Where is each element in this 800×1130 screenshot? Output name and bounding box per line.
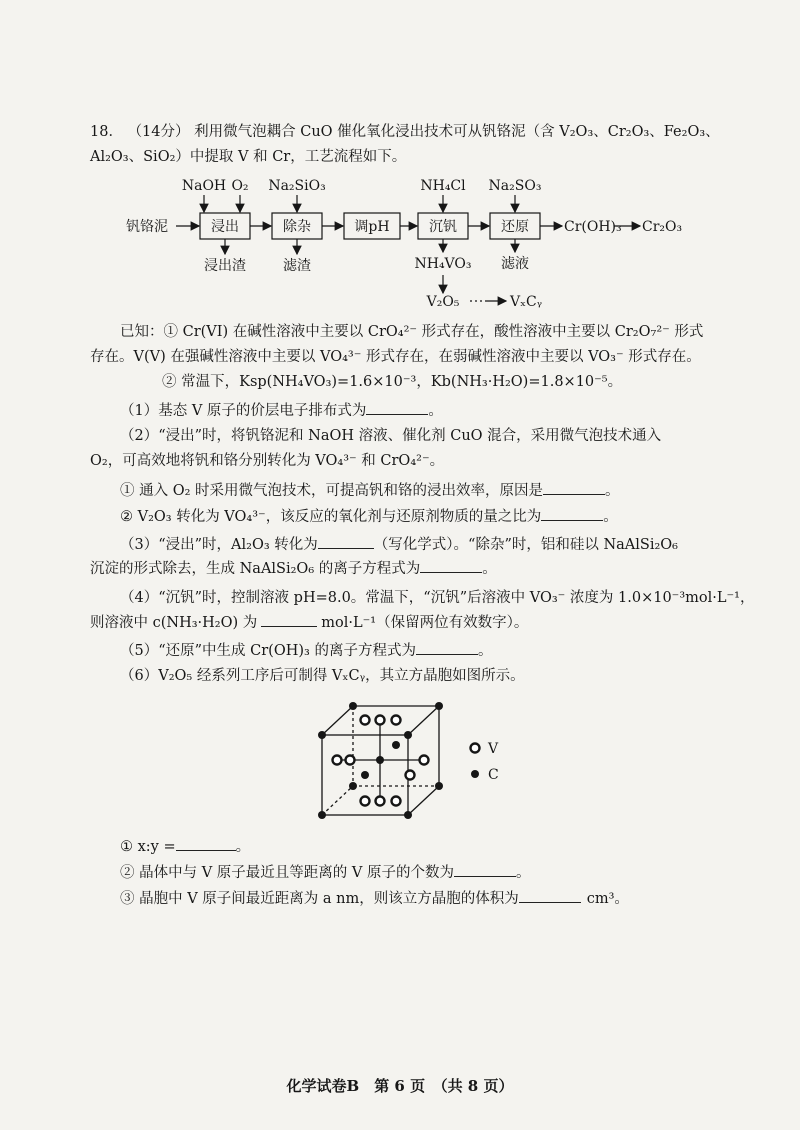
legend-v-symbol (471, 744, 480, 753)
input-nh4cl: NH₄Cl (420, 178, 466, 194)
output-croh3: Cr(OH)₃ (564, 219, 622, 235)
step-precipitate-label: 沉钒 (429, 219, 457, 235)
legend-v-label: V (488, 741, 499, 757)
subq-1: （1）基态 V 原子的价层电子排布式为 。 (120, 400, 443, 421)
question-intro-text: 利用微气泡耦合 CuO 催化氧化浸出技术可从钒铬泥（含 V₂O₃、Cr₂O₃、Fe₂O₃、 (194, 124, 720, 140)
step-reduce-label: 还原 (501, 219, 529, 235)
output-nh4vo3: NH₄VO₃ (414, 256, 472, 272)
output-residue-purify: 滤渣 (283, 258, 311, 274)
question-intro-line2: Al₂O₃、SiO₂）中提取 V 和 Cr，工艺流程如下。 (90, 149, 407, 165)
known-line1: 已知：① Cr(VI) 在碱性溶液中主要以 CrO₄²⁻ 形式存在，酸性溶液中主要以 Cr₂O₇²⁻ 形式 (120, 324, 704, 340)
step-ph-label: 调pH (354, 219, 390, 235)
subq-6a: ① x:y = 。 (120, 836, 250, 857)
subq-6b: ② 晶体中与 V 原子最近且等距离的 V 原子的个数为 。 (120, 862, 531, 883)
known-line2: 存在。V(V) 在强碱性溶液中主要以 VO₄³⁻ 形式存在，在弱碱性溶液中主要以 VO₃⁻ 形式存在。 (90, 349, 701, 365)
answer-blank-6a[interactable] (176, 836, 236, 851)
output-residue-leach: 浸出渣 (204, 258, 246, 274)
subq-2-line1: （2）“浸出”时，将钒铬泥和 NaOH 溶液、催化剂 CuO 混合，采用微气泡技术通入 (120, 428, 662, 444)
answer-blank-6b[interactable] (454, 862, 516, 877)
subq-2a: ① 通入 O₂ 时采用微气泡技术，可提高钒和铬的浸出效率，原因是 。 (120, 480, 620, 501)
flow-start-label: 钒铬泥 (126, 219, 168, 235)
output-vxcy: VₓCᵧ (510, 294, 543, 310)
answer-blank-6c[interactable] (519, 888, 581, 903)
step-purify-label: 除杂 (283, 219, 311, 235)
input-na2so3: Na₂SO₃ (488, 178, 542, 194)
legend-c-label: C (488, 767, 499, 783)
input-na2sio3: Na₂SiO₃ (268, 178, 326, 194)
question-points: （14分） (127, 124, 190, 140)
page-footer: 化学试卷B 第 6 页 （共 8 页） (286, 1077, 514, 1095)
subq-6: （6）V₂O₅ 经系列工序后可制得 VₓCᵧ，其立方晶胞如图所示。 (120, 668, 525, 684)
step-leach-label: 浸出 (211, 219, 239, 235)
input-o2: O₂ (231, 178, 249, 194)
subq-6c: ③ 晶胞中 V 原子间最近距离为 a nm，则该立方晶胞的体积为 cm³。 (120, 888, 629, 909)
subq-2-line2: O₂，可高效地将钒和铬分别转化为 VO₄³⁻ 和 CrO₄²⁻。 (90, 453, 445, 469)
subq-3-line1: （3）“浸出”时，Al₂O₃ 转化为 （写化学式）。“除杂”时，铝和硅以 NaAlSi₂O₆ (120, 534, 678, 555)
subq-5: （5）“还原”中生成 Cr(OH)₃ 的离子方程式为 。 (120, 640, 492, 661)
subq-4-line1: （4）“沉钒”时，控制溶液 pH=8.0。常温下，“沉钒”后溶液中 VO₃⁻ 浓度为 1.0×10⁻³mol·L⁻¹， (120, 590, 755, 606)
question-number: 18． (90, 124, 123, 140)
output-v2o5: V₂O₅ (426, 294, 460, 310)
subq-3-line2: 沉淀的形式除去，生成 NaAlSi₂O₆ 的离子方程式为 。 (90, 558, 497, 579)
output-filtrate: 滤液 (501, 256, 529, 272)
input-naoh: NaOH (181, 178, 227, 194)
known-line3: ② 常温下，Ksp(NH₄VO₃)=1.6×10⁻³，Kb(NH₃·H₂O)=1.8×10⁻⁵。 (162, 374, 623, 390)
subq-2b: ② V₂O₃ 转化为 VO₄³⁻，该反应的氧化剂与还原剂物质的量之比为 。 (120, 506, 618, 527)
subq-4-line2: 则溶液中 c(NH₃·H₂O) 为 mol·L⁻¹（保留两位有效数字）。 (90, 612, 528, 633)
legend-c-symbol (471, 770, 479, 778)
output-cr2o3: Cr₂O₃ (642, 219, 683, 235)
